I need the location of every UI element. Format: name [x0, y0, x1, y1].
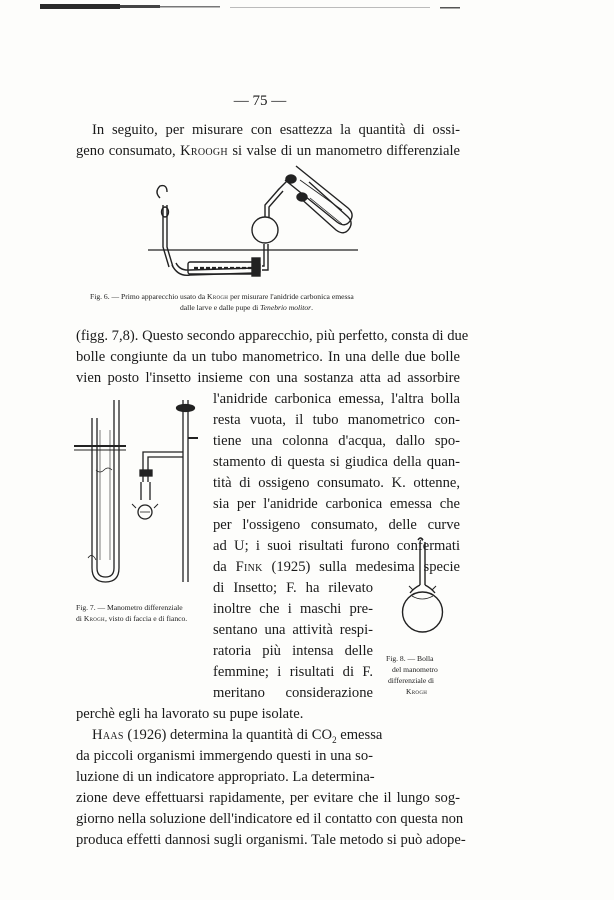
para3-line1: Haas (1926) determina la quantità di $CO_2$ emessa — [92, 727, 383, 745]
para1-line2: geno consumato, Kroogh si valse di un manometro differenziale — [76, 143, 460, 159]
page-number: — 75 — — [233, 93, 287, 109]
para3-line5: giorno nella soluzione dell'indicatore ed il contatto con questa non — [76, 811, 464, 827]
figure-8-caption-line3: differenziale di — [388, 676, 435, 685]
para3-line6: produca effetti dannosi sugli organismi. Tale metodo si può adope- — [76, 832, 466, 848]
para2-mid-line5: tità di ossigeno consumato. K. ottenne, — [213, 475, 460, 491]
para3-line3: luzione di un indicatore appropriato. La determina- — [76, 769, 375, 785]
figure-6-caption-line1: Fig. 6. — Primo apparecchio usato da Krogh per misurare l'anidride carbonica emessa — [90, 292, 354, 301]
para2-narrow-line4: ratoria più intensa delle — [213, 643, 373, 659]
para2-narrow-line1: di Insetto; F. ha rilevato — [213, 580, 373, 596]
para2-line1: (figg. 7,8). Questo secondo apparecchio, più perfetto, consta di due — [76, 328, 469, 344]
para2-mid-line6: sia per l'anidride carbonica emessa che — [213, 496, 460, 512]
figure-8-caption-line4: Krogh — [406, 687, 428, 696]
para2-mid-line8: ad U; i suoi risultati furono confermati — [213, 538, 460, 554]
figure-8-caption-line1: Fig. 8. — Bolla — [386, 654, 434, 663]
para2-mid-line3: tiene una colonna d'acqua, dallo spo- — [213, 433, 460, 449]
scan-edge-artifact — [0, 0, 614, 16]
para2-narrow-line2: inoltre che i maschi pre- — [213, 601, 373, 617]
para2-narrow-line5: femmine; i risultati di F. — [213, 664, 373, 680]
para2-mid-line2: resta vuota, il tubo manometrico con- — [213, 412, 460, 428]
para2-mid-line1: l'anidride carbonica emessa, l'altra bolla — [213, 391, 460, 407]
para2-end: perchè egli ha lavorato su pupe isolate. — [76, 706, 304, 722]
para2-narrow-line6: meritano considerazione — [213, 685, 373, 701]
figure-8-caption-line2: del manometro — [392, 665, 438, 674]
figure-6-caption-line2: dalle larve e dalle pupe di Tenebrio molitor. — [180, 303, 314, 312]
para1-line1: In seguito, per misurare con esattezza la quantità di ossi- — [92, 122, 460, 138]
para3-line4: zione deve effettuarsi rapidamente, per evitare che il lungo sog- — [76, 790, 460, 806]
para2-narrow-line3: sentano una attività respi- — [213, 622, 373, 638]
para2-mid-line9: da Fink (1925) sulla medesima specie — [213, 559, 460, 575]
figure-7-caption-line2: di Krogh, visto di faccia e di fianco. — [76, 614, 188, 623]
author-fink: Fink — [235, 559, 263, 575]
author-haas: Haas — [92, 727, 124, 743]
para2-mid-line4: stamento di questa si giudica della quan- — [213, 454, 460, 470]
figure-7-caption-line1: Fig. 7. — Manometro differenziale — [76, 603, 183, 612]
para3-line2: da piccoli organismi immergendo questi in una so- — [76, 748, 373, 764]
para2-line3: vien posto l'insetto insieme con una sostanza atta ad assorbire — [76, 370, 460, 386]
para2-mid-line7: per l'ossigeno consumato, delle curve — [213, 517, 460, 533]
para2-line2: bolle congiunte da un tubo manometrico. In una delle due bolle — [76, 349, 460, 365]
author-krogh: Kroogh — [180, 143, 228, 159]
